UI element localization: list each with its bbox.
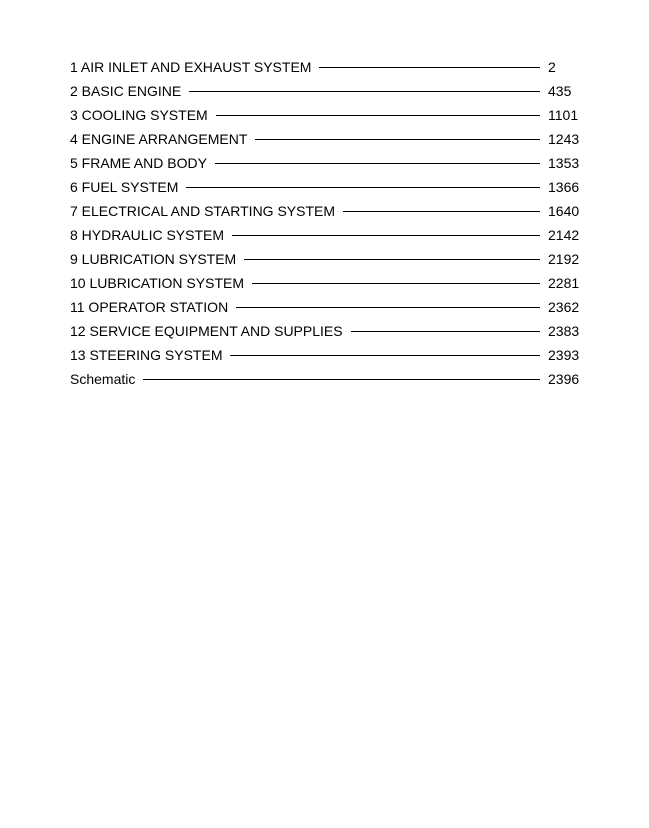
table-of-contents (70, 58, 582, 394)
toc-leader-line (255, 139, 540, 140)
toc-entry-schematic[interactable] (70, 370, 582, 394)
toc-entry-title[interactable]: 4 ENGINE ARRANGEMENT (70, 131, 248, 147)
toc-leader-line (343, 211, 540, 212)
toc-entry-frame-and-body[interactable] (70, 154, 582, 178)
toc-entry-title[interactable]: 2 BASIC ENGINE (70, 83, 182, 99)
toc-entry-title[interactable]: 13 STEERING SYSTEM (70, 347, 223, 363)
toc-leader-line (215, 163, 540, 164)
toc-entry-page[interactable]: 2383 (548, 323, 580, 339)
toc-entry-title[interactable]: 7 ELECTRICAL AND STARTING SYSTEM (70, 203, 336, 219)
toc-entry-operator-station[interactable] (70, 298, 582, 322)
toc-entry-page[interactable]: 2393 (548, 347, 580, 363)
toc-entry-title[interactable]: 6 FUEL SYSTEM (70, 179, 179, 195)
toc-entry-service-equipment[interactable] (70, 322, 582, 346)
toc-entry-page[interactable]: 1101 (548, 107, 579, 123)
toc-entry-page[interactable]: 1243 (548, 131, 580, 147)
toc-entry-air-inlet-exhaust[interactable] (70, 58, 582, 82)
toc-entry-title[interactable]: 5 FRAME AND BODY (70, 155, 207, 171)
toc-leader-line (351, 331, 540, 332)
toc-entry-title[interactable]: 12 SERVICE EQUIPMENT AND SUPPLIES (70, 323, 343, 339)
toc-leader-line (232, 235, 540, 236)
toc-entry-page[interactable]: 1640 (548, 203, 580, 219)
toc-entry-hydraulic-system[interactable] (70, 226, 582, 250)
toc-entry-title[interactable]: Schematic (70, 371, 136, 387)
toc-entry-lubrication-system-10[interactable] (70, 274, 582, 298)
toc-entry-page[interactable]: 2362 (548, 299, 580, 315)
toc-entry-steering-system[interactable] (70, 346, 582, 370)
toc-entry-title[interactable]: 10 LUBRICATION SYSTEM (70, 275, 245, 291)
toc-leader-line (186, 187, 540, 188)
toc-leader-line (236, 307, 540, 308)
toc-entry-page[interactable]: 2192 (548, 251, 580, 267)
toc-leader-line (244, 259, 540, 260)
toc-leader-line (319, 67, 540, 68)
toc-entry-cooling-system[interactable] (70, 106, 582, 130)
toc-entry-page[interactable]: 2 (548, 59, 556, 75)
toc-entry-engine-arrangement[interactable] (70, 130, 582, 154)
toc-entry-page[interactable]: 2142 (548, 227, 580, 243)
toc-leader-line (216, 115, 540, 116)
toc-leader-line (189, 91, 540, 92)
toc-entry-title[interactable]: 3 COOLING SYSTEM (70, 107, 208, 123)
toc-entry-basic-engine[interactable] (70, 82, 582, 106)
toc-entry-title[interactable]: 1 AIR INLET AND EXHAUST SYSTEM (70, 59, 312, 75)
toc-entry-page[interactable]: 435 (548, 83, 572, 99)
toc-entry-lubrication-system-9[interactable] (70, 250, 582, 274)
toc-entry-title[interactable]: 9 LUBRICATION SYSTEM (70, 251, 237, 267)
toc-entry-title[interactable]: 11 OPERATOR STATION (70, 299, 229, 315)
toc-entry-page[interactable]: 2281 (548, 275, 580, 291)
toc-leader-line (143, 379, 540, 380)
toc-entry-page[interactable]: 1353 (548, 155, 580, 171)
toc-entry-fuel-system[interactable] (70, 178, 582, 202)
toc-leader-line (230, 355, 540, 356)
toc-entry-page[interactable]: 1366 (548, 179, 580, 195)
toc-entry-electrical-starting[interactable] (70, 202, 582, 226)
toc-entry-page[interactable]: 2396 (548, 371, 580, 387)
toc-leader-line (252, 283, 540, 284)
toc-entry-title[interactable]: 8 HYDRAULIC SYSTEM (70, 227, 225, 243)
